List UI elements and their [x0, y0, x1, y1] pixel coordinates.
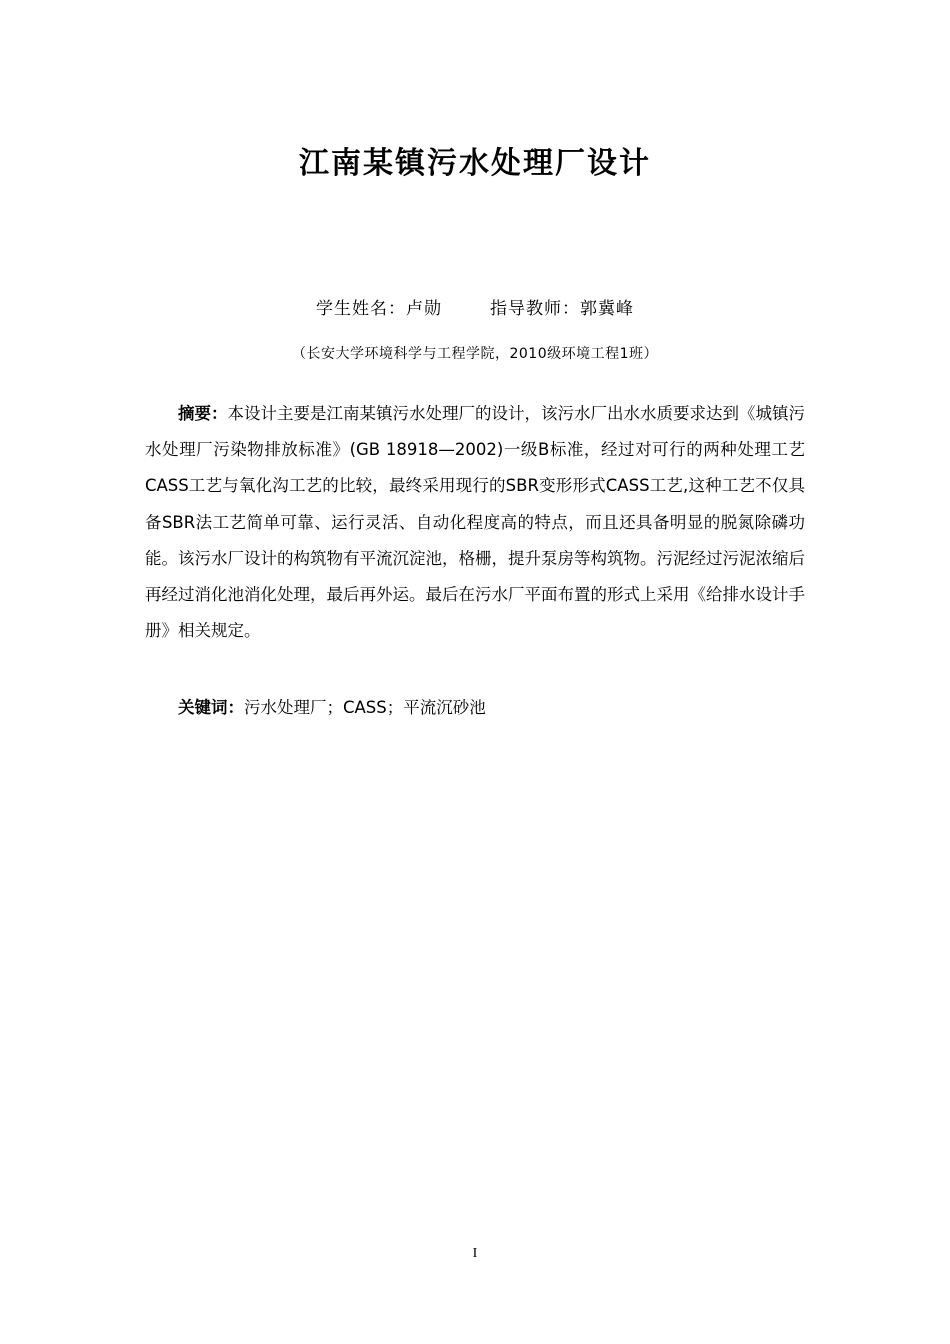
affiliation: （长安大学环境科学与工程学院，2010级环境工程1班）	[291, 346, 659, 362]
advisor-name: 指导教师：郭冀峰	[490, 299, 634, 319]
page-number: I	[472, 1246, 478, 1261]
keywords-label: 关键词：	[178, 698, 244, 717]
abstract-text: 本设计主要是江南某镇污水处理厂的设计，该污水厂出水水质要求达到《城镇污水处理厂污染物排放标准》(GB 18918—2002)一级B标准，经过对可行的两种处理工艺CASS工艺与氧化沟工艺的比较，最终采用现行的SBR变形形式CASS工艺,这种工艺不仅具备SBR法工艺简单可靠、运行灵活、自动化程度高的特点，而且还具备明显的脱氮除磷功能。该污水厂设计的构筑物有平流沉淀池，格栅，提升泵房等构筑物。污泥经过污泥浓缩后再经过消化池消化处理，最后再外运。最后在污水厂平面布置的形式上采用《给排水设计手册》相关规定。	[145, 404, 805, 641]
abstract-label: 摘要：	[178, 404, 228, 423]
keywords-paragraph	[145, 690, 805, 726]
keywords-text: 污水处理厂；CASS；平流沉砂池	[244, 698, 486, 717]
student-name: 学生姓名：卢勋	[316, 299, 442, 319]
author-line	[0, 294, 950, 319]
document-title: 江南某镇污水处理厂设计	[299, 146, 651, 181]
abstract-paragraph	[145, 396, 805, 649]
